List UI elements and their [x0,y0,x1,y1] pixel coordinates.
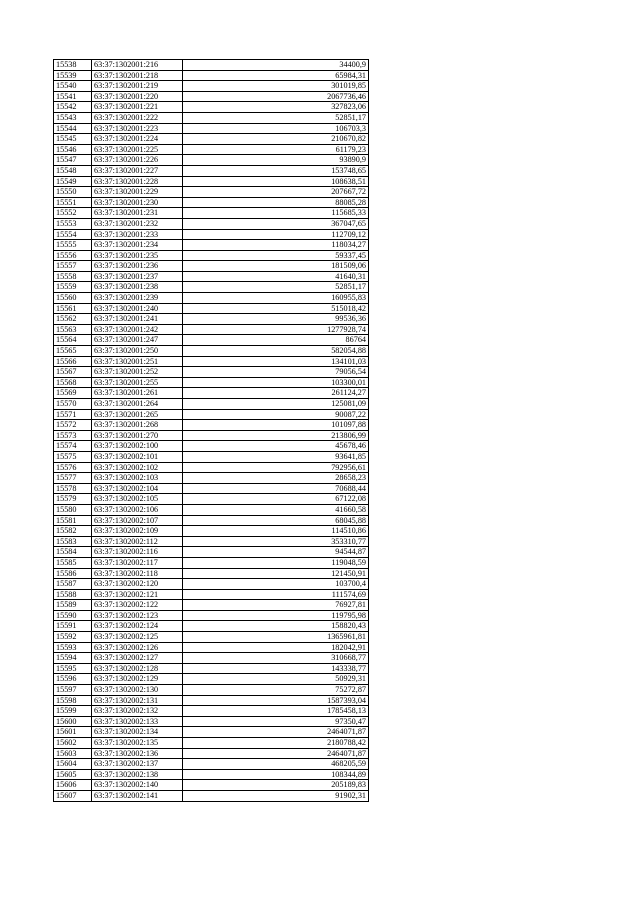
table-row [54,727,369,738]
cadastral-number-cell: 63:37:1302002:105 [92,494,183,505]
row-number-cell: 15556 [54,250,92,261]
table-row [54,748,369,759]
cadastral-number-cell: 63:37:1302001:216 [92,60,183,71]
row-number-cell: 15607 [54,790,92,801]
value-cell: 106703,3 [183,123,369,134]
value-cell: 61179,23 [183,144,369,155]
table-row [54,706,369,717]
table-row [54,769,369,780]
cadastral-number-cell: 63:37:1302001:230 [92,197,183,208]
row-number-cell: 15601 [54,727,92,738]
cadastral-number-cell: 63:37:1302002:120 [92,579,183,590]
table-row [54,229,369,240]
value-cell: 160955,83 [183,293,369,304]
row-number-cell: 15577 [54,473,92,484]
value-cell: 367047,65 [183,218,369,229]
value-cell: 34400,9 [183,60,369,71]
value-cell: 93890,9 [183,155,369,166]
value-cell: 582054,88 [183,346,369,357]
cadastral-number-cell: 63:37:1302002:117 [92,557,183,568]
cadastral-number-cell: 63:37:1302002:134 [92,727,183,738]
cadastral-number-cell: 63:37:1302001:247 [92,335,183,346]
cadastral-number-cell: 63:37:1302001:264 [92,399,183,410]
cadastral-number-cell: 63:37:1302002:104 [92,483,183,494]
cadastral-number-cell: 63:37:1302001:237 [92,271,183,282]
row-number-cell: 15538 [54,60,92,71]
value-cell: 97350,47 [183,716,369,727]
row-number-cell: 15543 [54,112,92,123]
table-row [54,335,369,346]
value-cell: 52851,17 [183,112,369,123]
table-row [54,409,369,420]
row-number-cell: 15571 [54,409,92,420]
table-row [54,568,369,579]
value-cell: 213806,99 [183,430,369,441]
table-row [54,483,369,494]
row-number-cell: 15585 [54,557,92,568]
table-row [54,123,369,134]
value-cell: 158820,43 [183,621,369,632]
row-number-cell: 15549 [54,176,92,187]
row-number-cell: 15545 [54,134,92,145]
cadastral-number-cell: 63:37:1302001:270 [92,430,183,441]
value-cell: 261124,27 [183,388,369,399]
table-row [54,663,369,674]
cadastral-number-cell: 63:37:1302001:220 [92,91,183,102]
row-number-cell: 15580 [54,504,92,515]
cadastral-number-cell: 63:37:1302001:268 [92,420,183,431]
table-row [54,430,369,441]
cadastral-number-cell: 63:37:1302001:239 [92,293,183,304]
table-row [54,81,369,92]
cadastral-number-cell: 63:37:1302002:137 [92,759,183,770]
cadastral-number-cell: 63:37:1302002:131 [92,695,183,706]
value-cell: 2067736,46 [183,91,369,102]
cadastral-number-cell: 63:37:1302002:138 [92,769,183,780]
cadastral-number-cell: 63:37:1302002:127 [92,653,183,664]
cadastral-number-cell: 63:37:1302002:100 [92,441,183,452]
table-row [54,60,369,71]
value-cell: 90087,22 [183,409,369,420]
table-row [54,695,369,706]
value-cell: 103700,4 [183,579,369,590]
cadastral-number-cell: 63:37:1302001:226 [92,155,183,166]
value-cell: 86764 [183,335,369,346]
value-cell: 181509,06 [183,261,369,272]
table-row [54,790,369,801]
cadastral-number-cell: 63:37:1302001:227 [92,165,183,176]
value-cell: 41640,31 [183,271,369,282]
table-row [54,420,369,431]
value-cell: 91902,31 [183,790,369,801]
cadastral-number-cell: 63:37:1302002:112 [92,536,183,547]
table-row [54,91,369,102]
value-cell: 50929,31 [183,674,369,685]
cadastral-number-cell: 63:37:1302002:132 [92,706,183,717]
table-row [54,462,369,473]
value-cell: 310668,77 [183,653,369,664]
table-row [54,144,369,155]
cadastral-number-cell: 63:37:1302001:240 [92,303,183,314]
table-row [54,780,369,791]
table-row [54,271,369,282]
value-cell: 59337,45 [183,250,369,261]
table-row [54,377,369,388]
row-number-cell: 15600 [54,716,92,727]
data-table [53,59,369,802]
cadastral-number-cell: 63:37:1302002:130 [92,685,183,696]
row-number-cell: 15572 [54,420,92,431]
value-cell: 327823,06 [183,102,369,113]
cadastral-number-cell: 63:37:1302001:261 [92,388,183,399]
cadastral-number-cell: 63:37:1302002:107 [92,515,183,526]
table-row [54,303,369,314]
table-row [54,293,369,304]
value-cell: 119795,98 [183,610,369,621]
value-cell: 1785458,13 [183,706,369,717]
row-number-cell: 15582 [54,526,92,537]
table-row [54,218,369,229]
row-number-cell: 15569 [54,388,92,399]
row-number-cell: 15555 [54,240,92,251]
row-number-cell: 15564 [54,335,92,346]
cadastral-number-cell: 63:37:1302002:128 [92,663,183,674]
row-number-cell: 15583 [54,536,92,547]
row-number-cell: 15599 [54,706,92,717]
table-row [54,250,369,261]
row-number-cell: 15593 [54,642,92,653]
row-number-cell: 15575 [54,451,92,462]
value-cell: 101097,88 [183,420,369,431]
row-number-cell: 15588 [54,589,92,600]
row-number-cell: 15605 [54,769,92,780]
cadastral-number-cell: 63:37:1302002:140 [92,780,183,791]
value-cell: 205189,83 [183,780,369,791]
cadastral-number-cell: 63:37:1302001:250 [92,346,183,357]
table-row [54,388,369,399]
value-cell: 119048,59 [183,557,369,568]
row-number-cell: 15587 [54,579,92,590]
value-cell: 111574,69 [183,589,369,600]
value-cell: 67122,08 [183,494,369,505]
cadastral-number-cell: 63:37:1302001:222 [92,112,183,123]
value-cell: 88085,28 [183,197,369,208]
table-row [54,176,369,187]
row-number-cell: 15539 [54,70,92,81]
table-row [54,557,369,568]
cadastral-number-cell: 63:37:1302001:235 [92,250,183,261]
row-number-cell: 15542 [54,102,92,113]
value-cell: 301019,85 [183,81,369,92]
cadastral-number-cell: 63:37:1302002:101 [92,451,183,462]
row-number-cell: 15573 [54,430,92,441]
value-cell: 99536,36 [183,314,369,325]
cadastral-number-cell: 63:37:1302001:225 [92,144,183,155]
cadastral-number-cell: 63:37:1302001:234 [92,240,183,251]
row-number-cell: 15566 [54,356,92,367]
row-number-cell: 15596 [54,674,92,685]
row-number-cell: 15591 [54,621,92,632]
table-row [54,197,369,208]
row-number-cell: 15567 [54,367,92,378]
cadastral-number-cell: 63:37:1302001:238 [92,282,183,293]
row-number-cell: 15579 [54,494,92,505]
table-row [54,165,369,176]
value-cell: 2464071,87 [183,748,369,759]
cadastral-number-cell: 63:37:1302002:141 [92,790,183,801]
table-row [54,600,369,611]
cadastral-number-cell: 63:37:1302001:229 [92,187,183,198]
value-cell: 515018,42 [183,303,369,314]
table-row [54,579,369,590]
table-row [54,451,369,462]
value-cell: 143338,77 [183,663,369,674]
table-row [54,716,369,727]
row-number-cell: 15550 [54,187,92,198]
value-cell: 153748,65 [183,165,369,176]
table-row [54,674,369,685]
table-row [54,494,369,505]
cadastral-number-cell: 63:37:1302002:106 [92,504,183,515]
cadastral-number-cell: 63:37:1302001:236 [92,261,183,272]
cadastral-number-cell: 63:37:1302002:123 [92,610,183,621]
cadastral-number-cell: 63:37:1302002:133 [92,716,183,727]
table-body [54,60,369,802]
table-row [54,261,369,272]
value-cell: 121450,91 [183,568,369,579]
row-number-cell: 15603 [54,748,92,759]
table-row [54,282,369,293]
row-number-cell: 15565 [54,346,92,357]
row-number-cell: 15602 [54,738,92,749]
value-cell: 65984,31 [183,70,369,81]
table-row [54,70,369,81]
table-row [54,346,369,357]
row-number-cell: 15562 [54,314,92,325]
cadastral-number-cell: 63:37:1302002:121 [92,589,183,600]
value-cell: 52851,17 [183,282,369,293]
row-number-cell: 15598 [54,695,92,706]
row-number-cell: 15559 [54,282,92,293]
cadastral-number-cell: 63:37:1302001:233 [92,229,183,240]
value-cell: 118034,27 [183,240,369,251]
row-number-cell: 15589 [54,600,92,611]
row-number-cell: 15552 [54,208,92,219]
value-cell: 182042,91 [183,642,369,653]
table-row [54,102,369,113]
table-row [54,324,369,335]
row-number-cell: 15558 [54,271,92,282]
row-number-cell: 15595 [54,663,92,674]
row-number-cell: 15554 [54,229,92,240]
cadastral-number-cell: 63:37:1302002:126 [92,642,183,653]
row-number-cell: 15561 [54,303,92,314]
table-row [54,134,369,145]
cadastral-number-cell: 63:37:1302001:232 [92,218,183,229]
row-number-cell: 15568 [54,377,92,388]
table-row [54,473,369,484]
row-number-cell: 15597 [54,685,92,696]
table-row [54,399,369,410]
row-number-cell: 15560 [54,293,92,304]
row-number-cell: 15606 [54,780,92,791]
table-row [54,610,369,621]
cadastral-number-cell: 63:37:1302001:252 [92,367,183,378]
table-row [54,356,369,367]
cadastral-number-cell: 63:37:1302001:218 [92,70,183,81]
cadastral-number-cell: 63:37:1302001:221 [92,102,183,113]
table-row [54,155,369,166]
value-cell: 1365961,81 [183,632,369,643]
cadastral-number-cell: 63:37:1302001:223 [92,123,183,134]
cadastral-number-cell: 63:37:1302001:231 [92,208,183,219]
row-number-cell: 15578 [54,483,92,494]
value-cell: 115685,33 [183,208,369,219]
cadastral-number-cell: 63:37:1302002:118 [92,568,183,579]
row-number-cell: 15548 [54,165,92,176]
cadastral-number-cell: 63:37:1302001:219 [92,81,183,92]
value-cell: 41660,58 [183,504,369,515]
table-row [54,738,369,749]
value-cell: 210670,82 [183,134,369,145]
value-cell: 792956,61 [183,462,369,473]
value-cell: 468205,59 [183,759,369,770]
table-row [54,314,369,325]
table-row [54,526,369,537]
table-row [54,187,369,198]
cadastral-number-cell: 63:37:1302002:116 [92,547,183,558]
value-cell: 76927,81 [183,600,369,611]
cadastral-number-cell: 63:37:1302001:242 [92,324,183,335]
value-cell: 112709,12 [183,229,369,240]
row-number-cell: 15592 [54,632,92,643]
row-number-cell: 15563 [54,324,92,335]
row-number-cell: 15581 [54,515,92,526]
table-row [54,653,369,664]
cadastral-number-cell: 63:37:1302001:255 [92,377,183,388]
row-number-cell: 15551 [54,197,92,208]
cadastral-number-cell: 63:37:1302001:265 [92,409,183,420]
value-cell: 103300,01 [183,377,369,388]
cadastral-number-cell: 63:37:1302001:224 [92,134,183,145]
table-row [54,642,369,653]
value-cell: 93641,85 [183,451,369,462]
value-cell: 114510,86 [183,526,369,537]
cadastral-number-cell: 63:37:1302001:251 [92,356,183,367]
value-cell: 353310,77 [183,536,369,547]
table-row [54,536,369,547]
row-number-cell: 15590 [54,610,92,621]
row-number-cell: 15540 [54,81,92,92]
value-cell: 94544,87 [183,547,369,558]
table-row [54,632,369,643]
cadastral-number-cell: 63:37:1302002:124 [92,621,183,632]
value-cell: 79056,54 [183,367,369,378]
row-number-cell: 15584 [54,547,92,558]
value-cell: 75272,87 [183,685,369,696]
row-number-cell: 15574 [54,441,92,452]
table-row [54,621,369,632]
value-cell: 207667,72 [183,187,369,198]
table-row [54,515,369,526]
row-number-cell: 15570 [54,399,92,410]
cadastral-number-cell: 63:37:1302001:241 [92,314,183,325]
cadastral-number-cell: 63:37:1302002:122 [92,600,183,611]
value-cell: 108638,51 [183,176,369,187]
cadastral-number-cell: 63:37:1302002:103 [92,473,183,484]
row-number-cell: 15553 [54,218,92,229]
value-cell: 1587393,04 [183,695,369,706]
row-number-cell: 15594 [54,653,92,664]
value-cell: 125081,09 [183,399,369,410]
table-row [54,367,369,378]
value-cell: 70688,44 [183,483,369,494]
table-row [54,441,369,452]
cadastral-number-cell: 63:37:1302002:109 [92,526,183,537]
cadastral-number-cell: 63:37:1302002:135 [92,738,183,749]
table-row [54,547,369,558]
table-row [54,685,369,696]
value-cell: 45678,46 [183,441,369,452]
row-number-cell: 15576 [54,462,92,473]
value-cell: 28658,23 [183,473,369,484]
row-number-cell: 15546 [54,144,92,155]
value-cell: 68045,88 [183,515,369,526]
row-number-cell: 15604 [54,759,92,770]
cadastral-number-cell: 63:37:1302002:102 [92,462,183,473]
table-row [54,208,369,219]
value-cell: 1277928,74 [183,324,369,335]
value-cell: 2180788,42 [183,738,369,749]
table-row [54,112,369,123]
table-row [54,240,369,251]
row-number-cell: 15544 [54,123,92,134]
value-cell: 108344,89 [183,769,369,780]
row-number-cell: 15557 [54,261,92,272]
value-cell: 2464071,87 [183,727,369,738]
cadastral-number-cell: 63:37:1302002:136 [92,748,183,759]
row-number-cell: 15541 [54,91,92,102]
cadastral-number-cell: 63:37:1302002:129 [92,674,183,685]
row-number-cell: 15586 [54,568,92,579]
cadastral-number-cell: 63:37:1302002:125 [92,632,183,643]
row-number-cell: 15547 [54,155,92,166]
table-row [54,504,369,515]
value-cell: 134101,03 [183,356,369,367]
table-row [54,589,369,600]
cadastral-number-cell: 63:37:1302001:228 [92,176,183,187]
table-row [54,759,369,770]
